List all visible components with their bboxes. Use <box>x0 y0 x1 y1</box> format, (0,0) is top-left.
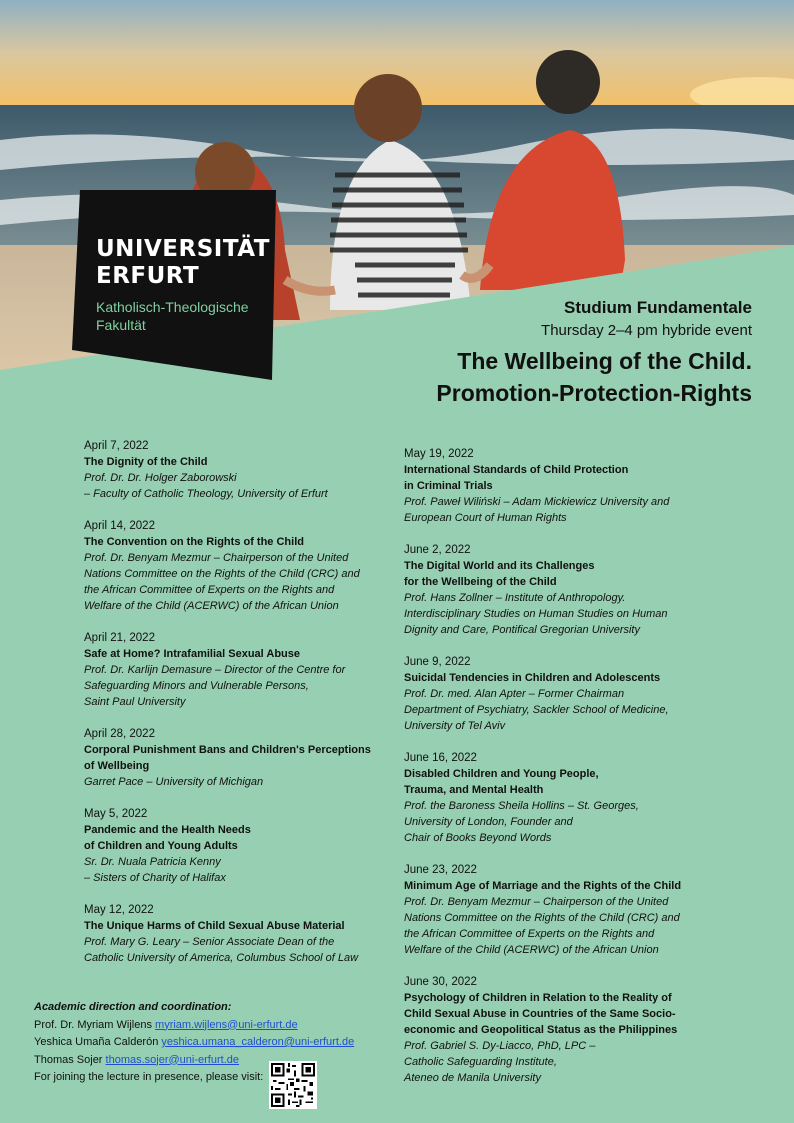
lecture-date: April 28, 2022 <box>84 728 155 740</box>
series-name: Studium Fundamentale <box>564 298 752 317</box>
lecture-date: May 12, 2022 <box>84 904 154 916</box>
lecture-speaker: Prof. Dr. Dr. Holger Zaborowski – Faculty of Catholic Theology, University of Erfurt <box>84 472 328 500</box>
visit-note: For joining the lecture in presence, please visit: <box>34 1071 264 1083</box>
event-title-line2: Promotion-Protection-Rights <box>436 380 752 406</box>
lecture-title: Corporal Punishment Bans and Children's Perceptions of Wellbeing <box>84 744 371 772</box>
lecture-speaker: Prof. the Baroness Sheila Hollins – St. Georges, University of London, Founder and Chair of Books Beyond Words <box>404 800 639 844</box>
event-time: Thursday 2–4 pm hybride event <box>541 322 752 339</box>
contact-name: Yeshica Umaña Calderón <box>34 1036 159 1048</box>
lecture-title: Pandemic and the Health Needs of Children and Young Adults <box>84 824 251 852</box>
lecture-item <box>404 542 724 638</box>
contact-name: Thomas Sojer <box>34 1053 103 1066</box>
lecture-title: Minimum Age of Marriage and the Rights of the Child <box>404 880 682 892</box>
lecture-date: June 30, 2022 <box>404 976 477 988</box>
logo-faculty-line2: Fakultät <box>96 317 146 333</box>
lecture-date: May 19, 2022 <box>404 448 474 460</box>
lecture-speaker: Prof. Dr. Karlijn Demasure – Director of the Centre for Safeguarding Minors and Vulnerable Persons, Saint Paul University <box>84 664 346 708</box>
lecture-date: June 16, 2022 <box>404 752 477 764</box>
lecture-item <box>84 438 394 502</box>
lecture-item <box>404 862 724 958</box>
contact-name: Prof. Dr. Myriam Wijlens <box>34 1018 152 1031</box>
logo-city: ERFURT <box>96 263 200 289</box>
lecture-speaker: Sr. Dr. Nuala Patricia Kenny – Sisters of Charity of Halifax <box>84 856 226 884</box>
coordination-heading: Academic direction and coordination: <box>34 1001 232 1013</box>
contact-email-link[interactable]: yeshica.umana_calderon@uni-erfurt.de <box>161 1036 355 1048</box>
lecture-speaker: Prof. Hans Zollner – Institute of Anthropology. Interdisciplinary Studies on Human Studies on Human Dignity and Care, Pontifical Gregorian University <box>404 592 668 636</box>
lecture-title: The Digital World and its Challenges for the Wellbeing of the Child <box>404 560 595 588</box>
lecture-item <box>404 750 724 846</box>
lecture-speaker: Prof. Paweł Wiliński – Adam Mickiewicz University and European Court of Human Rights <box>404 496 670 524</box>
lecture-item <box>404 654 724 734</box>
lecture-item <box>84 630 394 710</box>
contact-row <box>34 1034 354 1052</box>
contact-row <box>34 1017 354 1035</box>
lecture-date: June 2, 2022 <box>404 544 471 556</box>
lecture-speaker: Prof. Dr. med. Alan Apter – Former Chairman Department of Psychiatry, Sackler School of Medicine, University of Tel Aviv <box>404 688 669 732</box>
lecture-speaker: Prof. Mary G. Leary – Senior Associate Dean of the Catholic University of America, Columbus School of Law <box>84 936 359 964</box>
lecture-date: June 9, 2022 <box>404 656 471 668</box>
lecture-item <box>84 806 394 886</box>
lecture-date: June 23, 2022 <box>404 864 477 876</box>
logo-university: UNIVERSITÄT <box>96 236 270 262</box>
university-logo <box>96 236 270 334</box>
event-title-line1: The Wellbeing of the Child. <box>457 348 752 374</box>
lecture-date: April 7, 2022 <box>84 440 149 452</box>
logo-faculty-line1: Katholisch-Theologische <box>96 299 249 315</box>
lecture-item <box>84 902 394 966</box>
lecture-item <box>404 446 724 526</box>
lecture-item <box>84 518 394 614</box>
lecture-title: International Standards of Child Protection in Criminal Trials <box>404 464 629 492</box>
logo-faculty <box>96 298 270 334</box>
event-header <box>436 298 752 409</box>
lecture-speaker: Prof. Dr. Benyam Mezmur – Chairperson of the United Nations Committee on the Rights of the Child (CRC) and the African Committee of Experts on the Rights and Welfare of the Child (ACERWC) of the African Union <box>84 552 360 612</box>
lecture-item <box>404 974 724 1086</box>
contact-email-link[interactable]: myriam.wijlens@uni-erfurt.de <box>155 1018 298 1031</box>
lecture-date: May 5, 2022 <box>84 808 148 820</box>
lecture-title: Safe at Home? Intrafamilial Sexual Abuse <box>84 648 300 660</box>
contact-email-link[interactable]: thomas.sojer@uni-erfurt.de <box>105 1053 239 1066</box>
lecture-title: Disabled Children and Young People, Trauma, and Mental Health <box>404 768 599 796</box>
lecture-speaker: Prof. Dr. Benyam Mezmur – Chairperson of the United Nations Committee on the Rights of the Child (CRC) and the African Committee of Experts on the Rights and Welfare of the Child (ACERWC) of the African Union <box>404 896 680 956</box>
lecture-title: The Unique Harms of Child Sexual Abuse Material <box>84 920 345 932</box>
lecture-title: Suicidal Tendencies in Children and Adolescents <box>404 672 661 684</box>
qr-code-icon[interactable] <box>269 1061 317 1109</box>
lecture-date: April 21, 2022 <box>84 632 155 644</box>
schedule-right-column <box>404 446 724 1102</box>
lecture-title: Psychology of Children in Relation to the Reality of Child Sexual Abuse in Countries of the Same Socio- economic and Geopolitical Status as the Philippines <box>404 992 678 1036</box>
lecture-date: April 14, 2022 <box>84 520 155 532</box>
lecture-title: The Convention on the Rights of the Child <box>84 536 304 548</box>
lecture-speaker: Garret Pace – University of Michigan <box>84 776 264 788</box>
schedule-left-column <box>84 438 394 982</box>
event-title <box>436 345 752 409</box>
lecture-speaker: Prof. Gabriel S. Dy-Liacco, PhD, LPC – Catholic Safeguarding Institute, Ateneo de Manila University <box>404 1040 596 1084</box>
lecture-title: The Dignity of the Child <box>84 456 208 468</box>
lecture-item <box>84 726 394 790</box>
